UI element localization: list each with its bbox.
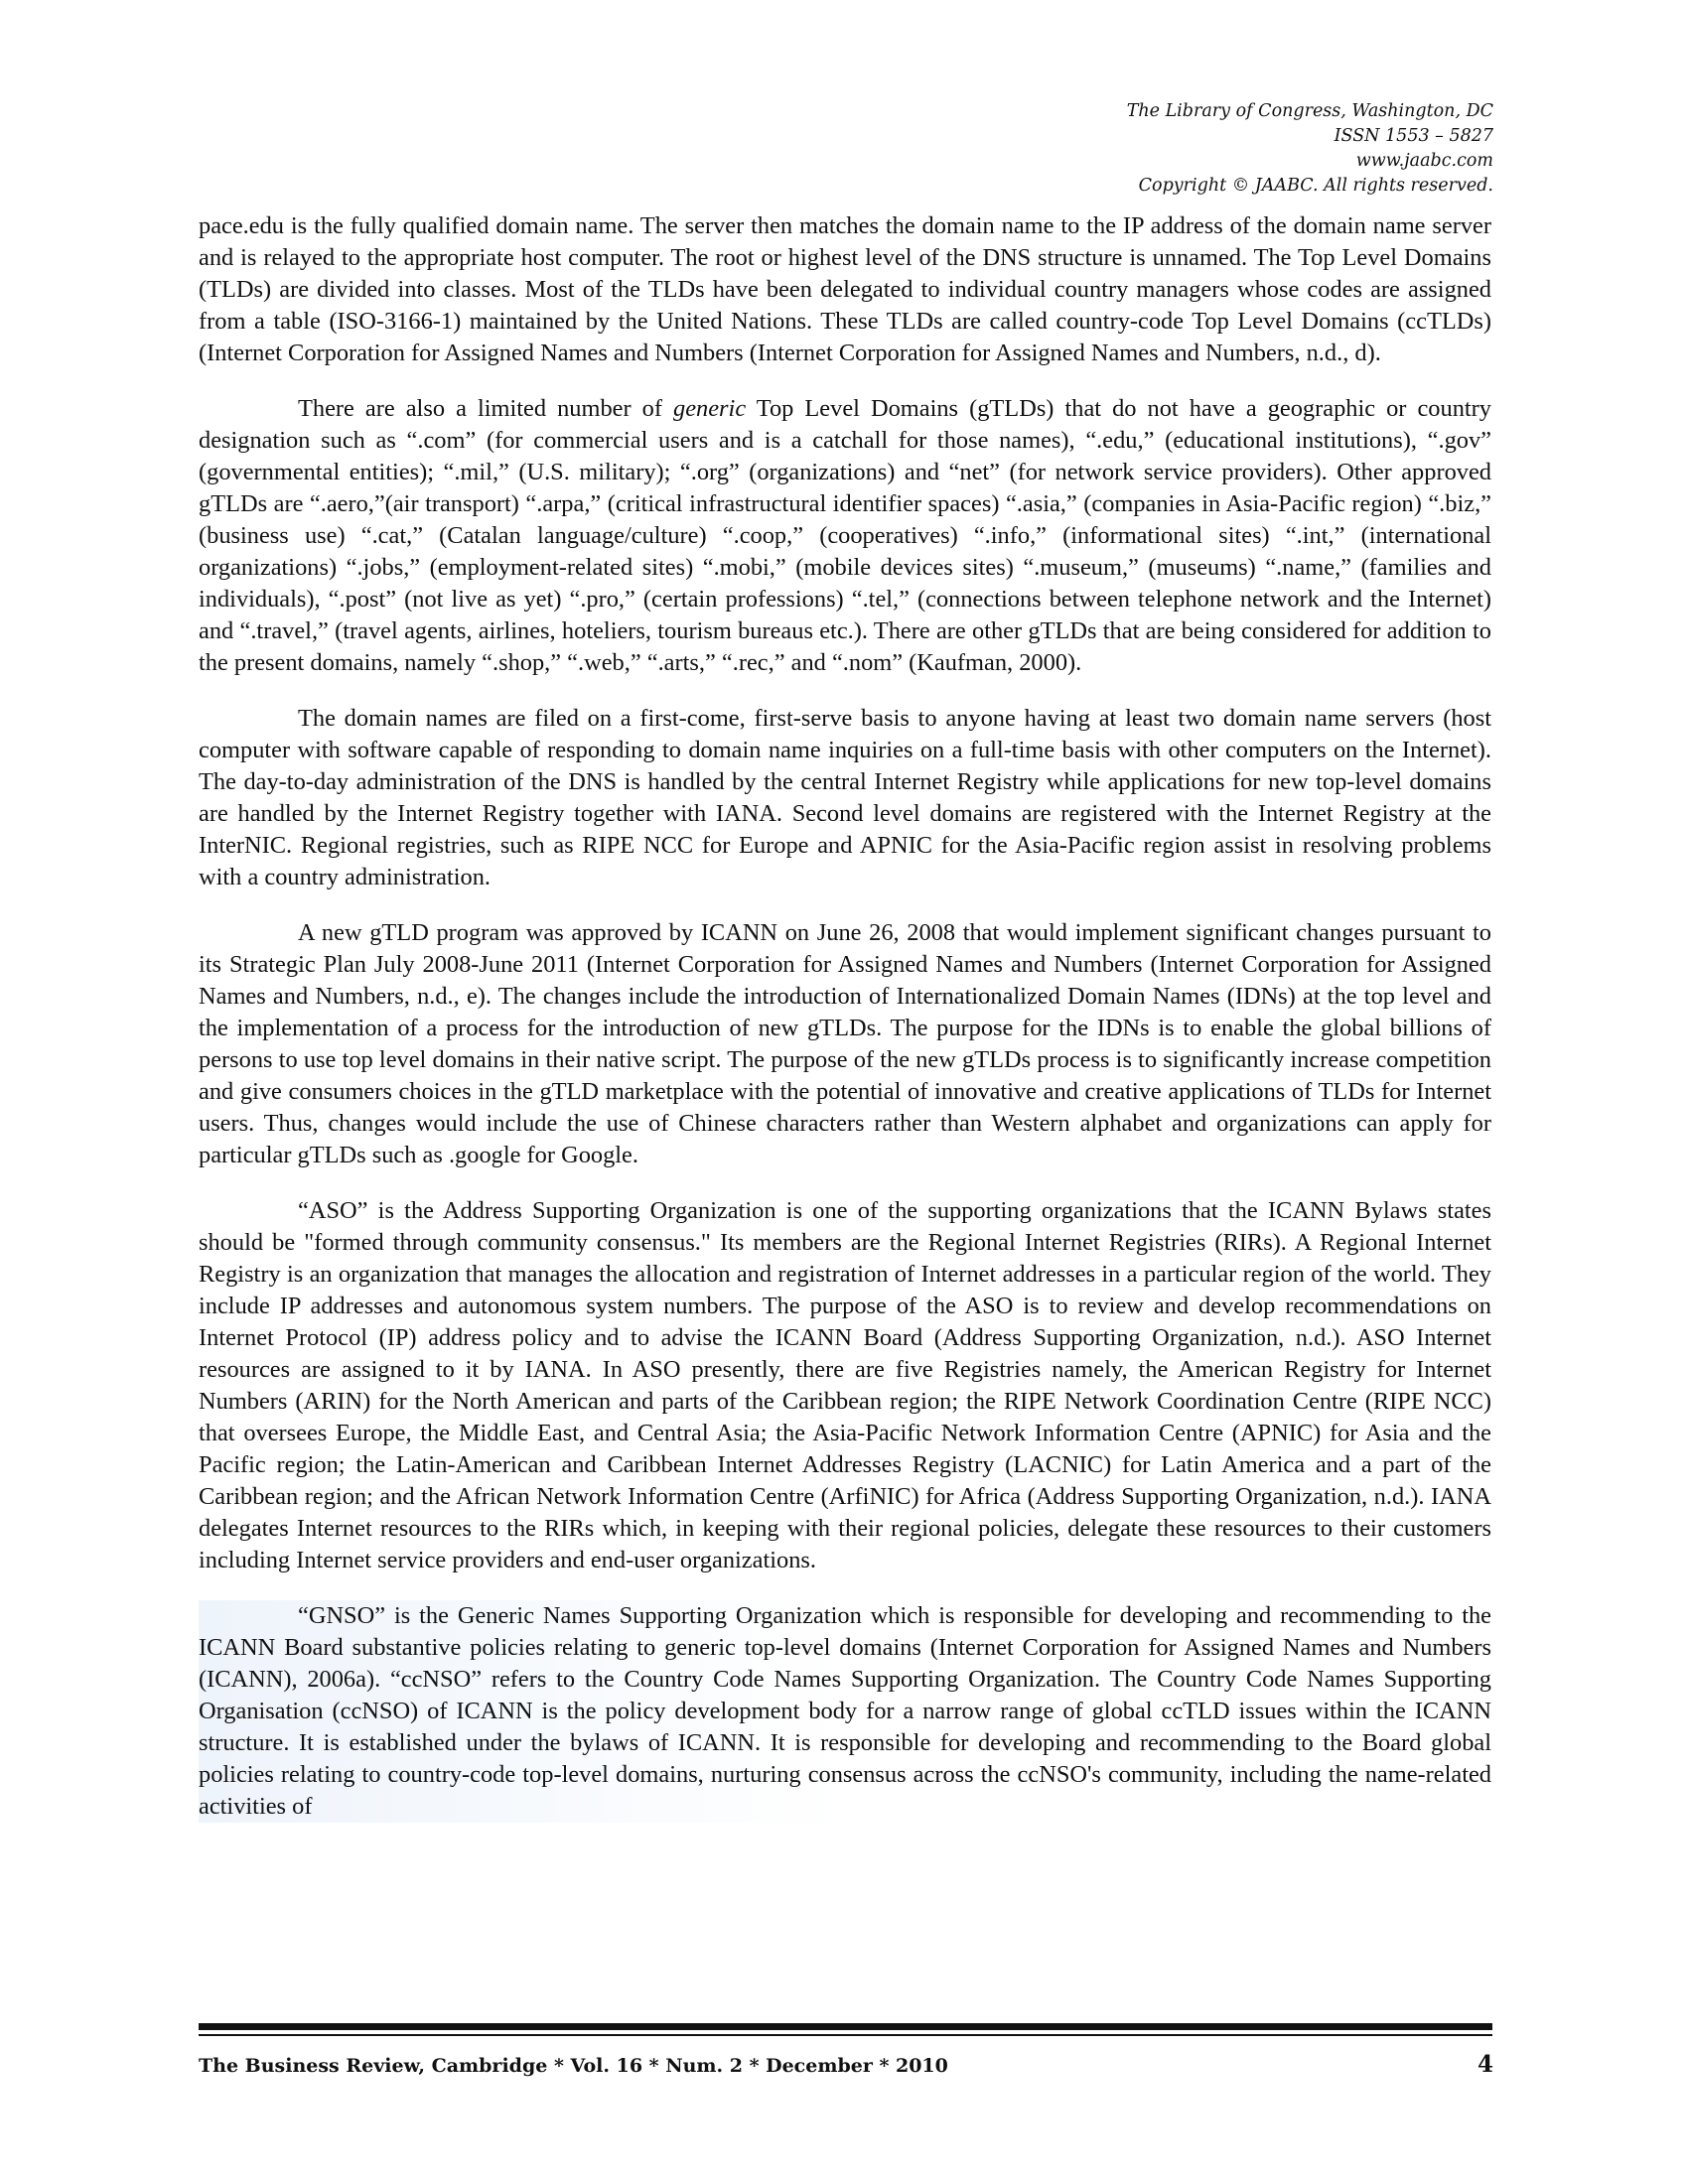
paragraph-dns-structure: pace.edu is the fully qualified domain name. The server then matches the domain name to the IP address of the domain name server and is relayed to the appropriate host computer. The root or highest level of the DNS structure is unnamed. The Top Level Domains (TLDs) are divided into classes. Most of the TLDs have been delegated to individual country managers whose codes are assigned from a table (ISO-3166-1) maintained by the United Nations. These TLDs are called country-code Top Level Domains (ccTLDs) (Internet Corporation for Assigned Names and Numbers (Internet Corporation for Assigned Names and Numbers, n.d., d). bbox=[199, 212, 1491, 366]
header-library-line: The Library of Congress, Washington, DC bbox=[1126, 101, 1493, 121]
footer-rule-thin bbox=[199, 2034, 1492, 2036]
paragraph-domain-registration: The domain names are filed on a first-come, first-serve basis to anyone having at least two domain name servers (host computer with software capable of responding to domain name inquiries on a full-time basis with other computers on the Internet). The day-to-day administration of the DNS is handled by the central Internet Registry while applications for new top-level domains are handled by the Internet Registry together with IANA. Second level domains are registered with the Internet Registry at the InterNIC. Regional registries, such as RIPE NCC for Europe and APNIC for the Asia-Pacific region assist in resolving problems with a country administration. bbox=[199, 705, 1491, 890]
footer-rule-thick bbox=[199, 2023, 1492, 2030]
paragraph-generic-tlds: There are also a limited number of generic Top Level Domains (gTLDs) that do not have a geographic or country designation such as “.com” (for commercial users and is a catchall for those names), “.edu,” (educational institutions), “.gov” (governmental entities); “.mil,” (U.S. military); “.org” (organizations) and “net” (for network service providers). Other approved gTLDs are “.aero,”(air transport) “.arpa,” (critical infrastructural identifier spaces) “.asia,” (companies in Asia-Pacific region) “.biz,” (business use) “.cat,” (Catalan language/culture) “.coop,” (cooperatives) “.info,” (informational sites) “.int,” (international organizations) “.jobs,” (employment-related sites) “.mobi,” (mobile devices sites) “.museum,” (museums) “.name,” (families and individuals), “.post” (not live as yet) “.pro,” (certain professions) “.tel,” (connections between telephone network and the Internet) and “.travel,” (travel agents, airlines, hoteliers, tourism bureaus etc.). There are other gTLDs that are being considered for addition to the present domains, namely “.shop,” “.web,” “.arts,” “.rec,” and “.nom” (Kaufman, 2000). bbox=[199, 395, 1491, 676]
header-copyright-line: Copyright © JAABC. All rights reserved. bbox=[1138, 176, 1493, 196]
journal-header bbox=[798, 99, 1493, 199]
paragraph-aso: “ASO” is the Address Supporting Organization is one of the supporting organizations that the ICANN Bylaws states should be "formed through community consensus." Its members are the Regional Internet Registries (RIRs). A Regional Internet Registry is an organization that manages the allocation and registration of Internet addresses in a particular region of the world. They include IP addresses and autonomous system numbers. The purpose of the ASO is to review and develop recommendations on Internet Protocol (IP) address policy and to advise the ICANN Board (Address Supporting Organization, n.d.). ASO Internet resources are assigned to it by IANA. In ASO presently, there are five Registries namely, the American Registry for Internet Numbers (ARIN) for the North American and parts of the Caribbean region; the RIPE Network Coordination Centre (RIPE NCC) that oversees Europe, the Middle East, and Central Asia; the Asia-Pacific Network Information Centre (APNIC) for Asia and the Pacific region; the Latin-American and Caribbean Internet Addresses Registry (LACNIC) for Latin America and a part of the Caribbean region; and the African Network Information Centre (ArfiNIC) for Africa (Address Supporting Organization, n.d.). IANA delegates Internet resources to the RIRs which, in keeping with their regional policies, delegate these resources to their customers including Internet service providers and end-user organizations. bbox=[199, 1197, 1491, 1573]
header-issn-line: ISSN 1553 – 5827 bbox=[1334, 126, 1493, 146]
paragraph-new-gtld-program: A new gTLD program was approved by ICANN on June 26, 2008 that would implement significant changes pursuant to its Strategic Plan July 2008-June 2011 (Internet Corporation for Assigned Names and Numbers (Internet Corporation for Assigned Names and Numbers, n.d., e). The changes include the introduction of Internationalized Domain Names (IDNs) at the top level and the implementation of a process for the introduction of new gTLDs. The purpose for the IDNs is to enable the global billions of persons to use top level domains in their native script. The purpose of the new gTLDs process is to significantly increase competition and give consumers choices in the gTLD marketplace with the potential of innovative and creative applications of TLDs for Internet users. Thus, changes would include the use of Chinese characters rather than Western alphabet and organizations can apply for particular gTLDs such as .google for Google. bbox=[199, 919, 1491, 1168]
article-body bbox=[199, 210, 1491, 1823]
emphasis-generic: generic bbox=[673, 395, 747, 422]
page-number: 4 bbox=[1477, 2051, 1493, 2078]
paragraph-gnso: “GNSO” is the Generic Names Supporting Organization which is responsible for developing and recommending to the ICANN Board substantive policies relating to generic top-level domains (Internet Corporation for Assigned Names and Numbers (ICANN), 2006a). “ccNSO” refers to the Country Code Names Supporting Organization. The Country Code Names Supporting Organisation (ccNSO) of ICANN is the policy development body for a narrow range of global ccTLD issues within the ICANN structure. It is established under the bylaws of ICANN. It is responsible for developing and recommending to the Board global policies relating to country-code top-level domains, nurturing consensus across the ccNSO's community, including the name-related activities of bbox=[199, 1600, 1491, 1823]
footer-journal-info: The Business Review, Cambridge * Vol. 16 * Num. 2 * December * 2010 bbox=[199, 2055, 948, 2077]
header-website-line: www.jaabc.com bbox=[1355, 151, 1493, 171]
